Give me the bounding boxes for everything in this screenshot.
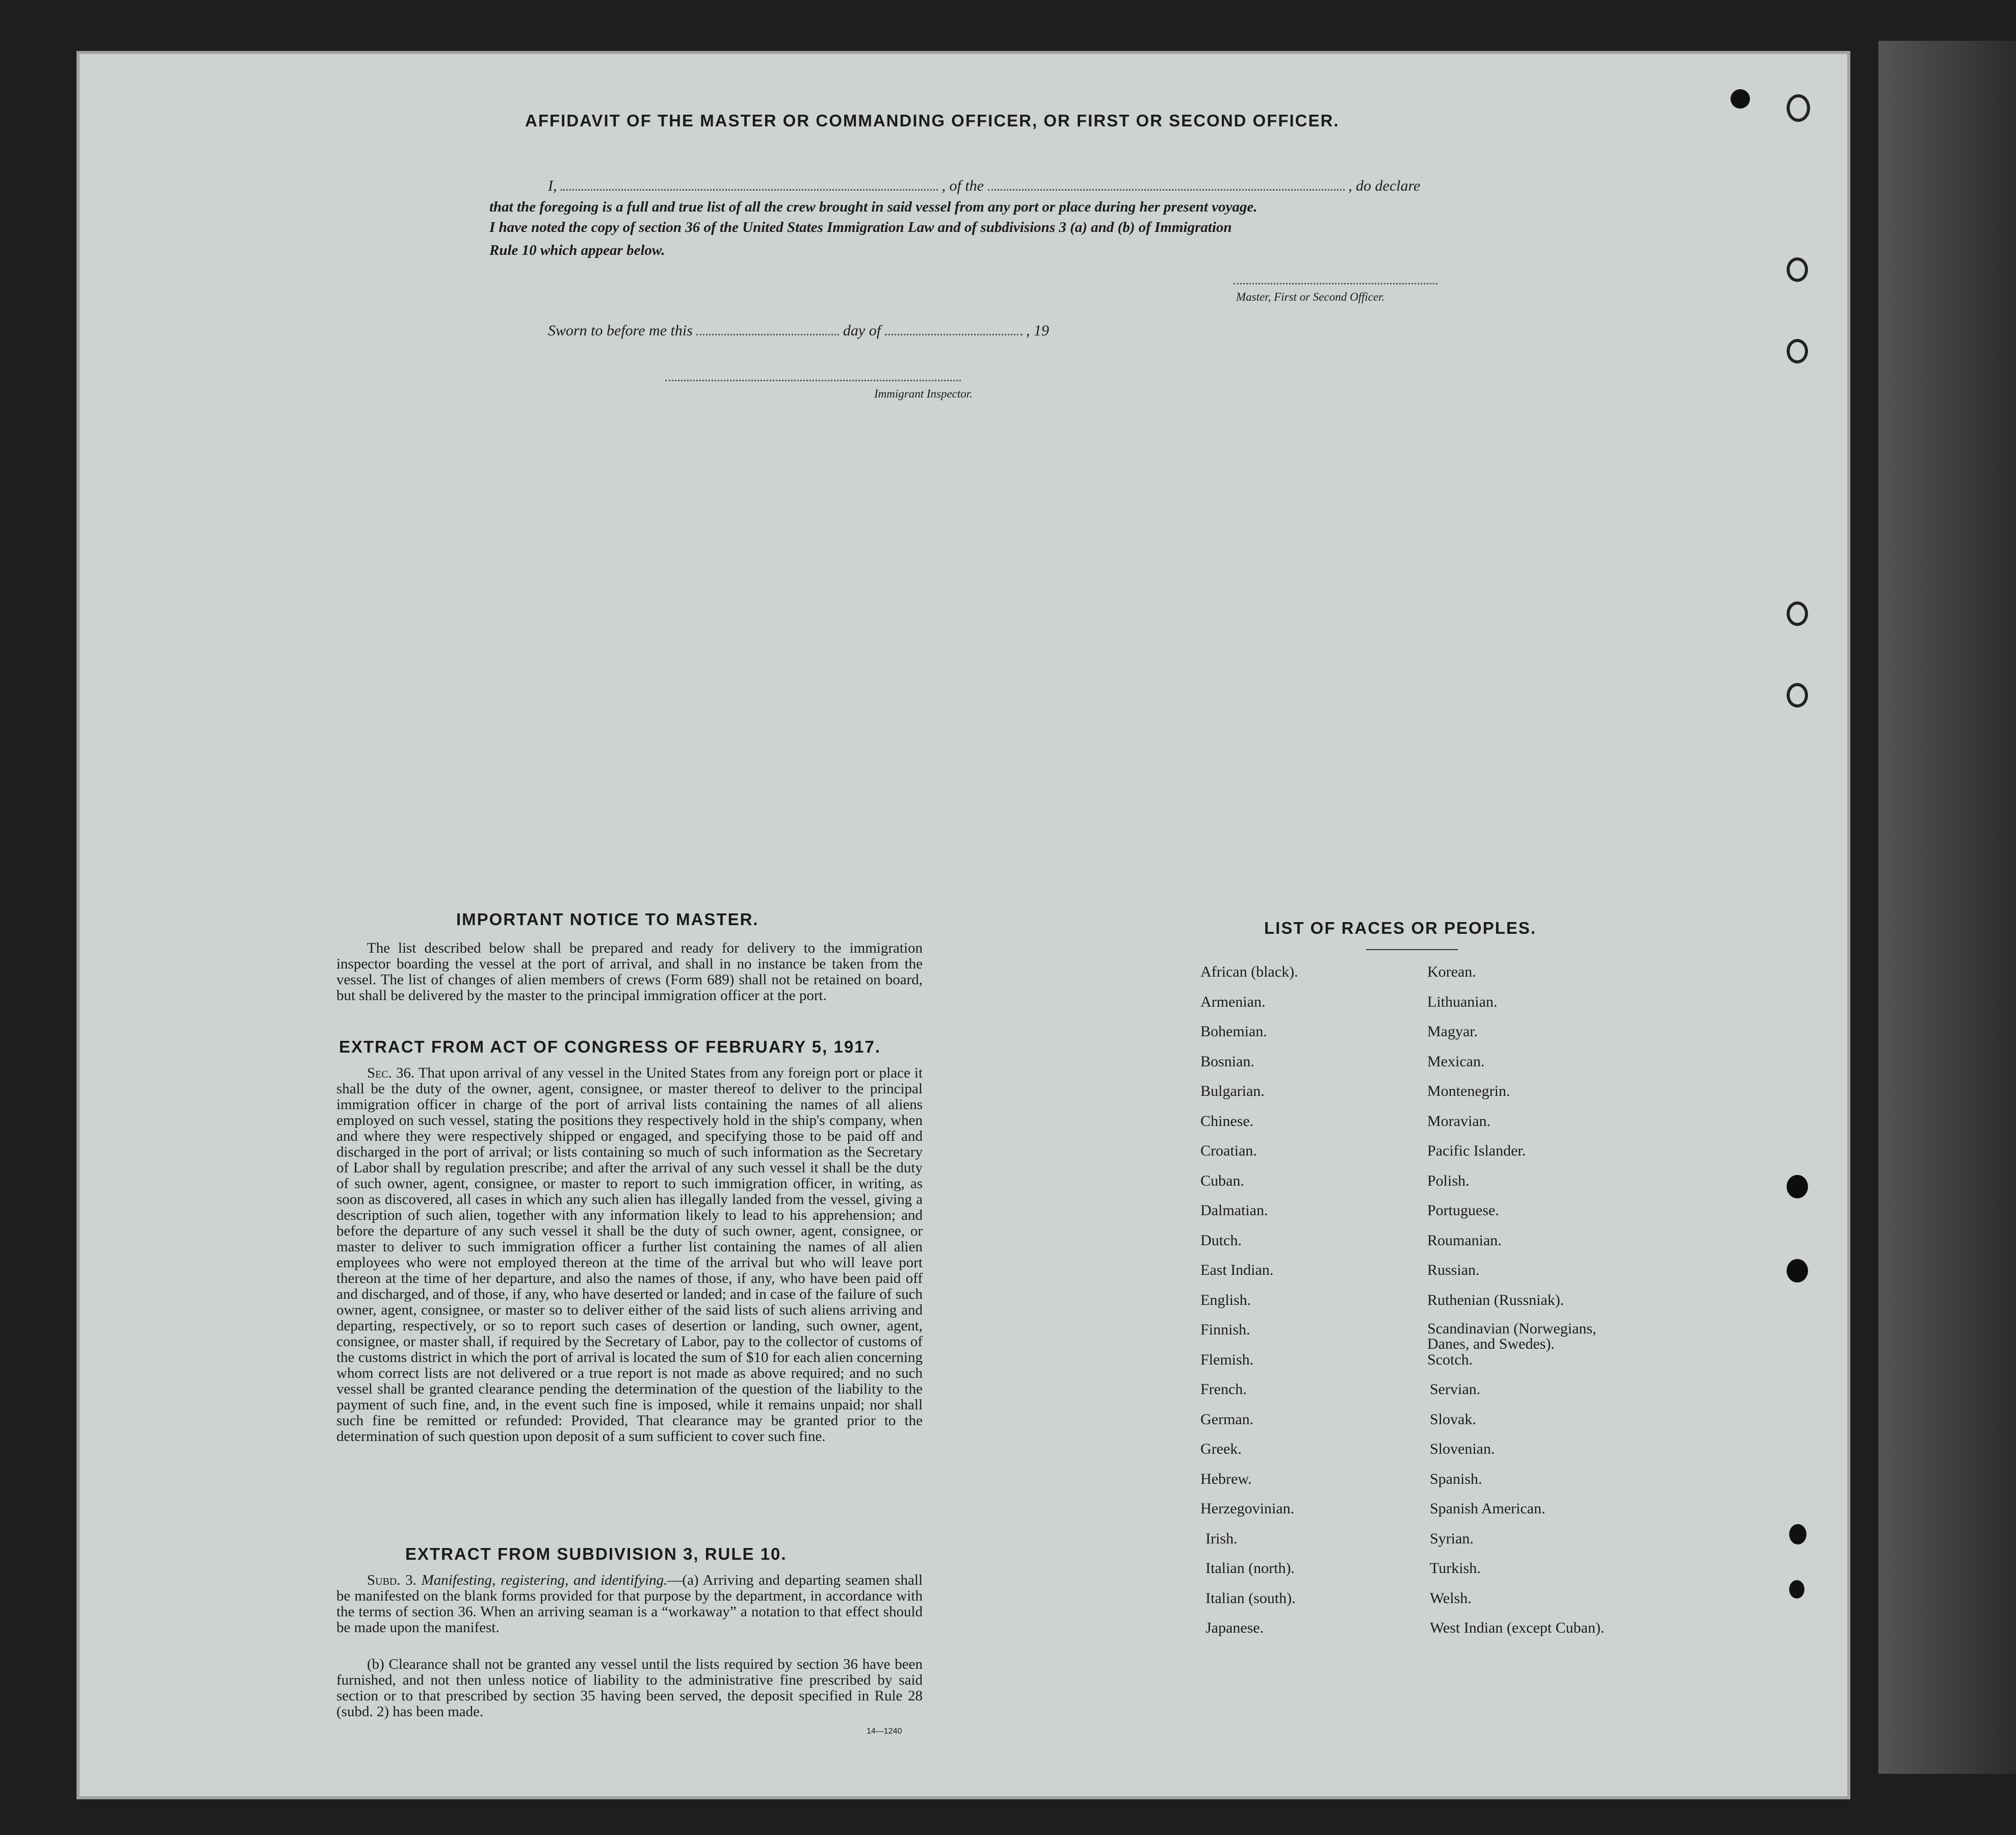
race-item: French. <box>1200 1381 1247 1398</box>
affidavit-line-1: that the foregoing is a full and true list of all the crew brought in said vessel from any port or place during her present voyage. <box>489 199 1258 215</box>
race-item: Scotch. <box>1427 1351 1473 1368</box>
race-item: Scandinavian (Norwegians, Danes, and Swedes). <box>1427 1320 1596 1352</box>
race-item: Italian (south). <box>1206 1589 1296 1607</box>
vessel-name-field[interactable] <box>988 189 1345 191</box>
race-item: Turkish. <box>1430 1560 1481 1577</box>
race-item: Chinese. <box>1200 1112 1254 1130</box>
race-item: Bulgarian. <box>1200 1083 1265 1099</box>
race-item: Syrian. <box>1430 1530 1474 1547</box>
race-item: Croatian. <box>1200 1142 1257 1159</box>
officer-name-field[interactable] <box>561 189 938 191</box>
race-item: Ruthenian (Russniak). <box>1427 1291 1564 1308</box>
race-item: Magyar. <box>1427 1023 1478 1040</box>
notice-text: The list described below shall be prepared and ready for delivery to the immigration inspector boarding the vessel at the port of arrival, and shall in no instance be taken from the vessel. The list of changes of alien members of crews (Form 689) shall not be retained on board, but shall be delivered by the master to the principal immigration officer at the port. <box>336 940 923 1004</box>
race-item: Slovak. <box>1430 1410 1476 1428</box>
race-item: Bosnian. <box>1200 1053 1254 1070</box>
race-item: Irish. <box>1206 1530 1238 1547</box>
race-item: African (black). <box>1200 963 1298 980</box>
inspector-label: Immigrant Inspector. <box>874 387 973 400</box>
race-item: West Indian (except Cuban). <box>1430 1619 1605 1636</box>
document-page <box>76 51 1850 1799</box>
sworn-line <box>548 322 1049 339</box>
binder-hole <box>1787 257 1808 282</box>
of-the-label: , of the <box>941 177 984 194</box>
race-item: Portuguese. <box>1427 1202 1499 1219</box>
binder-hole <box>1731 89 1750 109</box>
race-item: German. <box>1200 1410 1254 1428</box>
binder-hole <box>1787 683 1808 707</box>
sworn-day-field[interactable] <box>696 334 839 335</box>
extract-act-title: EXTRACT FROM ACT OF CONGRESS OF FEBRUARY 5, 1917. <box>339 1037 881 1056</box>
declare-label: , do declare <box>1348 177 1421 194</box>
race-item: Servian. <box>1430 1381 1481 1398</box>
binder-hole <box>1787 94 1810 122</box>
master-label: Master, First or Second Officer. <box>1236 291 1385 303</box>
master-signature-line[interactable] <box>1234 283 1437 284</box>
extract-act-body <box>336 1065 923 1445</box>
extract-rule-title: EXTRACT FROM SUBDIVISION 3, RULE 10. <box>405 1544 787 1563</box>
race-item: Bohemian. <box>1200 1023 1267 1040</box>
race-item: Spanish. <box>1430 1470 1482 1487</box>
sworn-label: Sworn to before me this <box>548 322 693 339</box>
race-item: Hebrew. <box>1200 1470 1252 1487</box>
page-edge-shadow <box>1878 41 2016 1774</box>
binder-hole <box>1787 1259 1808 1282</box>
subd-label: Subd. 3. <box>367 1572 416 1588</box>
inspector-signature-line[interactable] <box>665 380 961 381</box>
binder-hole <box>1787 601 1808 626</box>
sec-text: That upon arrival of any vessel in the United States from any foreign port or place it shall be the duty of the owner, agent, consignee, or master thereof to deliver to the principal immigration officer in charge of the port of arrival lists containing the names of all aliens employed on such vessel, stating the positions they respectively hold in the ship's company, when and where they were respectively shipped or engaged, and specifying those to be paid off and discharged in the port of arrival; or lists containing so much of such information as the Secretary of Labor shall by regulation prescribe; and after the arrival of any such vessel it shall be the duty of such owner, agent, consignee, or master to report to such immigration officer, in writing, as soon as discovered, all cases in which any such alien has illegally landed from the vessel, giving a description of such alien, together with any information likely to lead to his apprehension; and before the departure of any such vessel it shall be the duty of such owner, agent, consignee, or master to deliver to such immigration officer a further list containing the names of all alien employees who were not employed thereon at the time of the arrival but who will leave port thereon at the time of her departure, and also the names of those, if any, who have been paid off and discharged, and of those, if any, who have deserted or landed; and in case of the failure of such owner, agent, consignee, or master so to deliver either of the said lists of such aliens arriving and departing, respectively, or so to report such cases of desertion or landing, such owner, agent, consignee, or master shall, if required by the Secretary of Labor, pay to the collector of customs of the customs district in which the port of arrival is located the sum of $10 for each alien concerning whom correct lists are not delivered or a true report is not made as above required; and no such vessel shall be granted clearance pending the determination of the question of the liability to the payment of such fine, and, in the event such fine is imposed, while it remains unpaid; nor shall such fine be remitted or refunded: Provided, That clearance may be granted prior to the determination of such question upon deposit of a sum sufficient to cover such fine. <box>336 1065 923 1445</box>
race-item: East Indian. <box>1200 1262 1274 1278</box>
race-item: Roumanian. <box>1427 1231 1502 1249</box>
day-of-label: day of <box>843 322 881 339</box>
notice-title: IMPORTANT NOTICE TO MASTER. <box>456 910 759 929</box>
race-item: Spanish American. <box>1430 1500 1546 1517</box>
races-title-underline <box>1366 949 1458 950</box>
affidavit-declaration-line <box>548 177 1420 195</box>
affidavit-line-2: I have noted the copy of section 36 of the United States Immigration Law and of subdivisions 3 (a) and (b) of Immigration <box>489 219 1232 235</box>
race-item: Cuban. <box>1200 1172 1244 1189</box>
sec-label: Sec. 36. <box>367 1065 415 1081</box>
race-item: Italian (north). <box>1206 1560 1295 1577</box>
binder-hole <box>1787 339 1808 363</box>
race-item: Moravian. <box>1427 1112 1491 1130</box>
sworn-month-field[interactable] <box>885 334 1023 335</box>
extract-rule-body-b: (b) Clearance shall not be granted any vessel until the lists required by section 36 have been furnished, and not then unless notice of liability to the administrative fine prescribed by said section or to that prescribed by section 35 having been served, the deposit specified in Rule 28 (subd. 2) has been made. <box>336 1656 923 1720</box>
binder-hole <box>1789 1524 1806 1544</box>
race-item: Pacific Islander. <box>1427 1142 1526 1159</box>
race-item: Montenegrin. <box>1427 1083 1510 1099</box>
race-item: Polish. <box>1427 1172 1470 1189</box>
year-label: , 19 <box>1026 322 1050 339</box>
race-item: Welsh. <box>1430 1589 1472 1607</box>
i-label: I, <box>548 177 557 194</box>
race-item: Russian. <box>1427 1262 1480 1278</box>
subd-text-a: —(a) Arriving and departing seamen shall be manifested on the blank forms provided for that purpose by the department, in accordance with the terms of section 36. When an arriving seaman is a “workaway” a notation to that effect should be made upon the manifest. <box>336 1572 923 1636</box>
affidavit-line-3: Rule 10 which appear below. <box>489 242 665 258</box>
affidavit-title: AFFIDAVIT OF THE MASTER OR COMMANDING OFFICER, OR FIRST OR SECOND OFFICER. <box>525 111 1340 130</box>
extract-rule-body-a <box>336 1572 923 1636</box>
race-item: Mexican. <box>1427 1053 1485 1070</box>
binder-hole <box>1789 1580 1804 1598</box>
race-item: Slovenian. <box>1430 1440 1495 1457</box>
race-item: Lithuanian. <box>1427 993 1498 1010</box>
race-item: Dutch. <box>1200 1231 1242 1249</box>
race-item: Korean. <box>1427 963 1476 980</box>
race-item: Dalmatian. <box>1200 1202 1268 1219</box>
race-item: Armenian. <box>1200 993 1266 1010</box>
race-item: Flemish. <box>1200 1351 1254 1368</box>
subd-heading: Manifesting, registering, and identifying. <box>421 1572 668 1588</box>
race-item: Herzegovinian. <box>1200 1500 1295 1517</box>
form-number: 14—1240 <box>867 1727 902 1736</box>
binder-hole <box>1787 1175 1808 1198</box>
races-title: LIST OF RACES OR PEOPLES. <box>1264 919 1537 937</box>
race-item: Japanese. <box>1206 1619 1264 1636</box>
race-item: English. <box>1200 1291 1251 1308</box>
race-item: Greek. <box>1200 1440 1242 1457</box>
race-item: Finnish. <box>1200 1321 1250 1338</box>
